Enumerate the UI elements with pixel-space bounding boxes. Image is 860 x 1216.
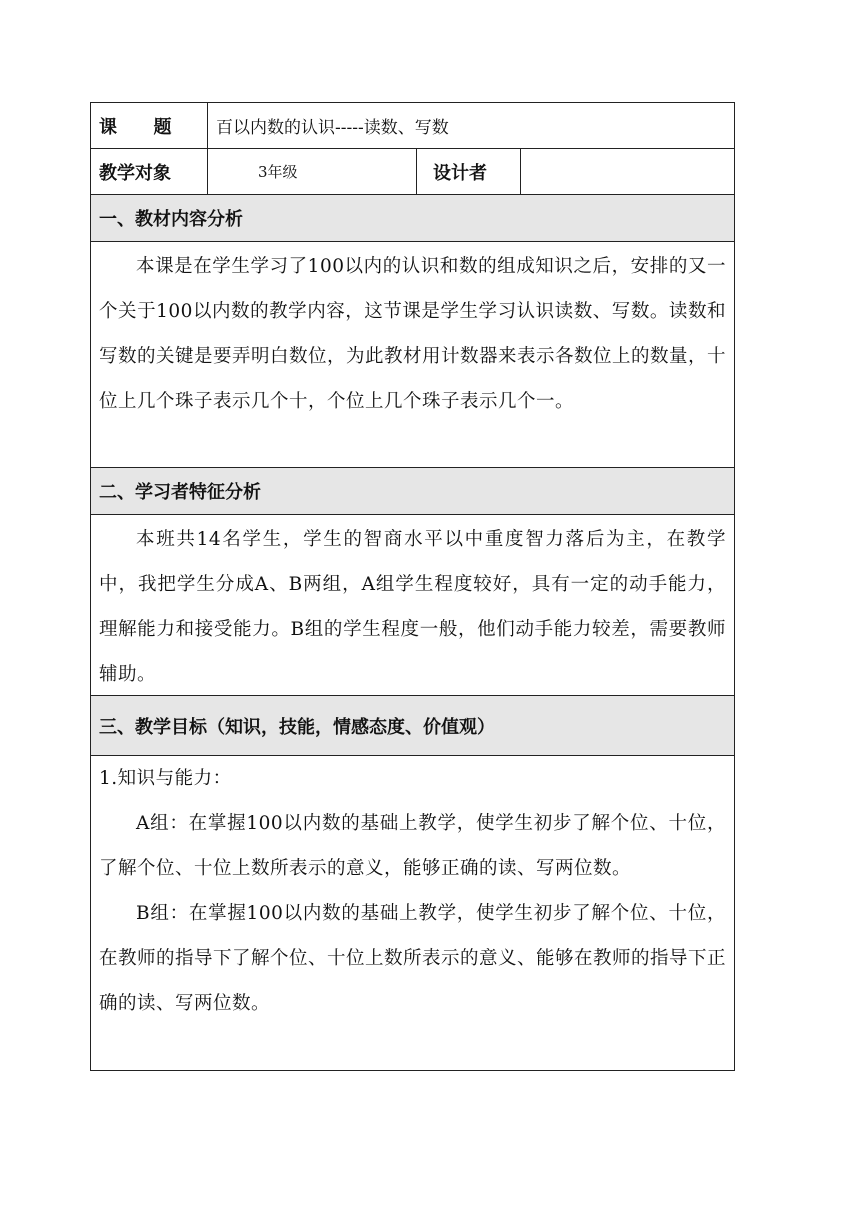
goal-group-b: B组：在掌握100以内数的基础上教学，使学生初步了解个位、十位，在教师的指导下了解个位、十位上数所表示的意义、能够在教师的指导下正确的读、写两位数。 [99, 903, 727, 1014]
section3-header-row [91, 696, 734, 756]
topic-label-cell [91, 103, 208, 148]
section1-title: 一、教材内容分析 [91, 195, 734, 241]
goal-group-a: A组：在掌握100以内数的基础上教学，使学生初步了解个位、十位，了解个位、十位上数所表示的意义，能够正确的读、写两位数。 [99, 813, 726, 879]
section2-text [91, 515, 734, 697]
topic-value: 百以内数的认识-----读数、写数 [216, 118, 449, 138]
goal-heading: 1.知识与能力： [99, 768, 232, 789]
lesson-plan-table [90, 102, 735, 1071]
section2-body-row [91, 515, 734, 696]
designer-label: 设计者 [433, 162, 487, 184]
audience-label: 教学对象 [99, 162, 171, 184]
section2-paragraph: 本班共14名学生，学生的智商水平以中重度智力落后为主，在教学中，我把学生分成A、B两组，A组学生程度较好，具有一定的动手能力，理解能力和接受能力。B组的学生程度一般，他们动手能力较差，需要教师辅助。 [99, 529, 726, 685]
audience-value-cell [208, 149, 417, 194]
designer-value-cell [521, 149, 734, 194]
section2-title: 二、学习者特征分析 [91, 468, 734, 514]
section1-header-row [91, 195, 734, 242]
topic-label: 课 题 [99, 116, 180, 138]
designer-label-cell [417, 149, 521, 194]
audience-row [91, 149, 734, 195]
audience-label-cell [91, 149, 208, 194]
section2-header-row [91, 468, 734, 515]
topic-value-cell [208, 103, 734, 148]
section1-text [91, 242, 734, 424]
section3-body-row [91, 756, 734, 1070]
section1-body-row [91, 242, 734, 468]
section3-title: 三、教学目标（知识，技能，情感态度、价值观） [91, 696, 734, 755]
section3-body [91, 756, 734, 1030]
audience-value: 3年级 [258, 163, 298, 181]
section1-paragraph: 本课是在学生学习了100以内的认识和数的组成知识之后，安排的又一个关于100以内数的教学内容，这节课是学生学习认识读数、写数。读数和写数的关键是要弄明白数位，为此教材用计数器来表示各数位上的数量，十位上几个珠子表示几个十，个位上几个珠子表示几个一。 [99, 256, 727, 412]
topic-row [91, 103, 734, 149]
